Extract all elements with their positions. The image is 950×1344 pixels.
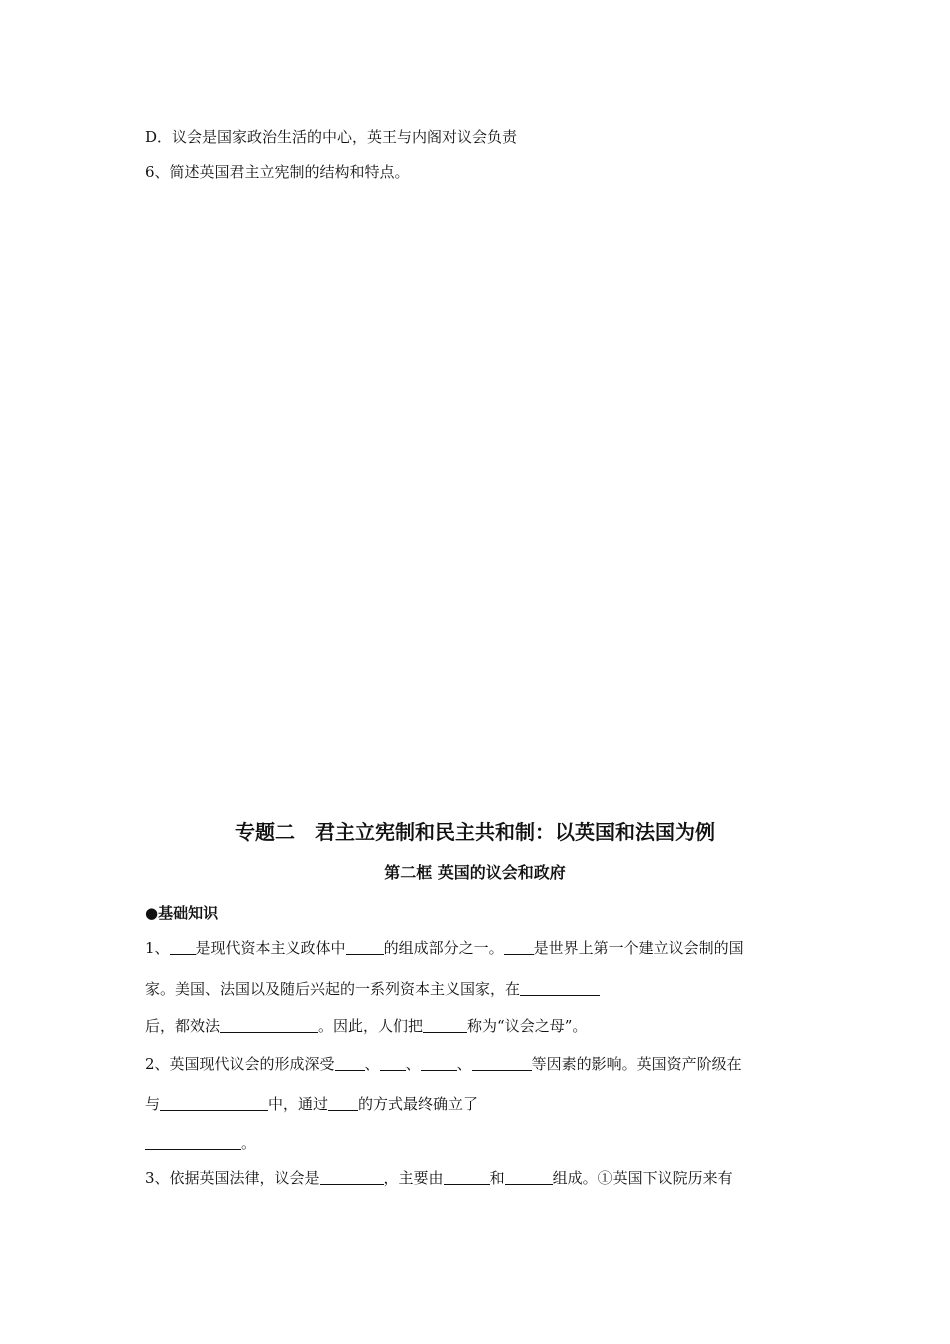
fill-blank[interactable] [335,1056,365,1071]
question-6-text: 6、简述英国君主立宪制的结构和特点。 [145,163,410,181]
q1-text: 的组成部分之一。 [383,939,504,957]
q3-text: 3、依据英国法律，议会是 [145,1169,320,1187]
q1-line-3 [145,1016,587,1036]
fill-blank[interactable] [423,1018,467,1033]
fill-blank[interactable] [505,1170,553,1185]
q2-line-3 [145,1133,256,1153]
fill-blank[interactable] [380,1056,406,1071]
fill-blank[interactable] [170,940,196,955]
q3-line-1 [145,1168,733,1188]
fill-blank[interactable] [220,1018,318,1033]
fill-blank[interactable] [160,1096,268,1111]
fill-blank[interactable] [421,1056,457,1071]
fill-blank[interactable] [472,1056,532,1071]
q1-text: 。因此，人们把 [318,1017,424,1035]
q3-text: 组成。①英国下议院历来有 [552,1169,733,1187]
q2-text: 中，通过 [268,1095,329,1113]
q3-text: 和 [489,1169,505,1187]
fill-blank[interactable] [520,981,600,996]
fill-blank[interactable] [145,1135,241,1150]
option-d-text: D．议会是国家政治生活的中心，英王与内阁对议会负责 [145,128,518,146]
q1-line-1 [145,938,744,958]
q2-line-2 [145,1094,478,1114]
q1-text: 是现代资本主义政体中 [195,939,346,957]
q2-text: 、 [364,1055,380,1073]
q2-text: 等因素的影响。英国资产阶级在 [531,1055,742,1073]
fill-blank[interactable] [444,1170,490,1185]
q3-text: ，主要由 [383,1169,444,1187]
q1-text: 家。美国、法国以及随后兴起的一系列资本主义国家，在 [145,980,521,998]
section-title: 专题二 君主立宪制和民主共和制：以英国和法国为例 [235,820,715,844]
q2-text: 的方式最终确立了 [358,1095,479,1113]
fill-blank[interactable] [320,1170,384,1185]
q2-text: 、 [405,1055,421,1073]
q1-text: 是世界上第一个建立议会制的国 [533,939,744,957]
q2-text: 2、英国现代议会的形成深受 [145,1055,335,1073]
q2-text: 、 [456,1055,472,1073]
basic-knowledge-heading: ●基础知识 [145,904,219,922]
q1-line-2 [145,979,600,999]
q2-text: 与 [145,1095,161,1113]
q2-text: 。 [241,1134,257,1152]
q2-line-1 [145,1054,742,1074]
q1-text: 称为“议会之母”。 [467,1017,588,1035]
question-6 [145,162,410,182]
q1-text: 后，都效法 [145,1017,221,1035]
fill-blank[interactable] [346,940,384,955]
option-d [145,127,517,147]
fill-blank[interactable] [504,940,534,955]
section-subtitle: 第二框 英国的议会和政府 [384,863,566,882]
q1-text: 1、 [145,939,170,957]
fill-blank[interactable] [328,1096,358,1111]
